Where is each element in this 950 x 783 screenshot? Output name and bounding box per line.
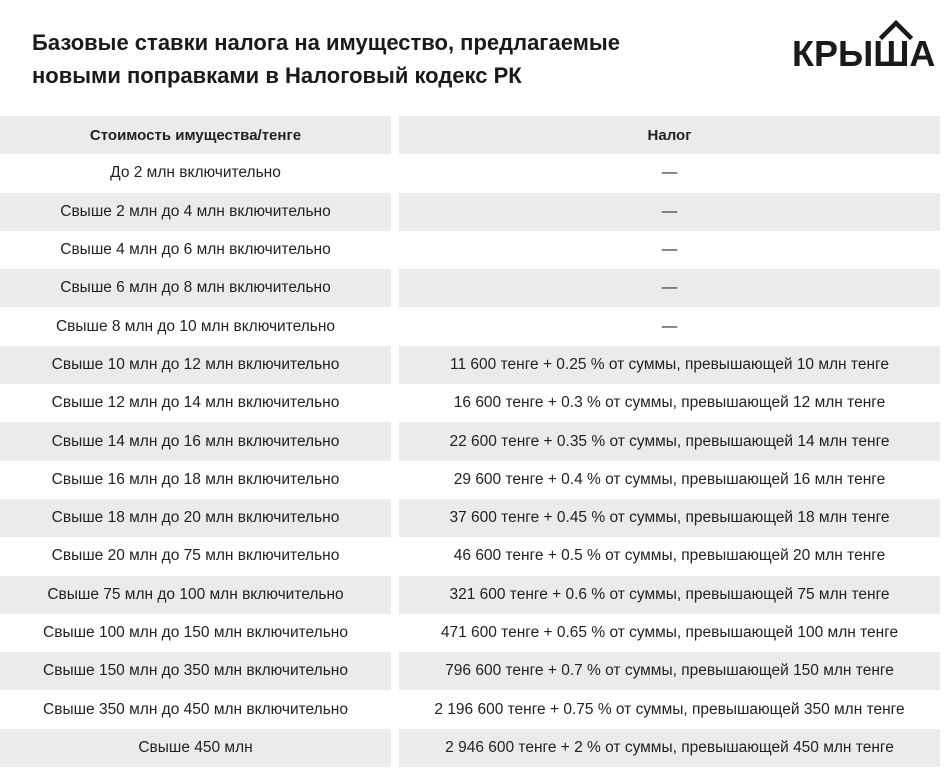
property-value-cell: Свыше 4 млн до 6 млн включительно (60, 241, 331, 259)
table-row (0, 307, 950, 345)
table-row (0, 269, 950, 307)
krysha-logo (792, 14, 942, 74)
column-header-property-value: Стоимость имущества/тенге (0, 116, 391, 154)
tax-cell: 37 600 тенге + 0.45 % от суммы, превышающей 18 млн тенге (399, 499, 940, 537)
logo-text: КРЫША (792, 33, 936, 74)
property-value-cell: Свыше 14 млн до 16 млн включительно (0, 422, 391, 460)
property-value-cell: Свыше 100 млн до 150 млн включительно (43, 624, 348, 641)
tax-cell: — (661, 241, 678, 259)
property-value-cell: Свыше 16 млн до 18 млн включительно (51, 470, 340, 488)
table-row (0, 576, 950, 614)
tax-cell: 321 600 тенге + 0.6 % от суммы, превышающей 75 млн тенге (399, 576, 940, 614)
page-header (0, 0, 950, 116)
property-value-cell: Свыше 12 млн до 14 млн включительно (51, 394, 340, 412)
table-row (0, 729, 950, 767)
tax-cell: 471 600 тенге + 0.65 % от суммы, превышающей 100 млн тенге (440, 624, 899, 641)
property-value-cell: Свыше 6 млн до 8 млн включительно (0, 269, 391, 307)
property-value-cell: Свыше 150 млн до 350 млн включительно (0, 652, 391, 690)
property-value-cell: Свыше 10 млн до 12 млн включительно (0, 346, 391, 384)
page-title-line-2: новыми поправками в Налоговый кодекс РК (32, 63, 522, 88)
tax-cell: — (399, 193, 940, 231)
property-value-cell: Свыше 350 млн до 450 млн включительно (43, 700, 348, 718)
table-row (0, 537, 950, 575)
property-value-cell: Свыше 75 млн до 100 млн включительно (0, 576, 391, 614)
tax-cell: 46 600 тенге + 0.5 % от суммы, превышающей 20 млн тенге (453, 547, 886, 565)
table-row (0, 193, 950, 231)
table-row (0, 499, 950, 537)
tax-cell: — (399, 269, 940, 307)
table-row (0, 154, 950, 192)
table-row (0, 384, 950, 422)
tax-cell: 2 946 600 тенге + 2 % от суммы, превышающей 450 млн тенге (399, 729, 940, 767)
page-title-line-1: Базовые ставки налога на имущество, предлагаемые (32, 30, 620, 55)
tax-cell: — (661, 317, 678, 335)
property-value-cell: Свыше 20 млн до 75 млн включительно (51, 547, 340, 565)
table-header-row (0, 116, 950, 154)
tax-rates-table (0, 116, 950, 767)
property-value-cell: Свыше 18 млн до 20 млн включительно (0, 499, 391, 537)
tax-cell: 796 600 тенге + 0.7 % от суммы, превышающей 150 млн тенге (399, 652, 940, 690)
tax-cell: 11 600 тенге + 0.25 % от суммы, превышающей 10 млн тенге (399, 346, 940, 384)
tax-cell: 22 600 тенге + 0.35 % от суммы, превышающей 14 млн тенге (399, 422, 940, 460)
table-row (0, 346, 950, 384)
tax-cell: 16 600 тенге + 0.3 % от суммы, превышающей 12 млн тенге (453, 394, 886, 412)
column-header-tax: Налог (399, 116, 940, 154)
table-row (0, 231, 950, 269)
table-row (0, 690, 950, 728)
property-value-cell: До 2 млн включительно (110, 164, 281, 182)
table-row (0, 461, 950, 499)
tax-cell: — (661, 164, 678, 182)
property-value-cell: Свыше 2 млн до 4 млн включительно (0, 193, 391, 231)
table-row (0, 614, 950, 652)
property-value-cell: Свыше 450 млн (0, 729, 391, 767)
table-row (0, 422, 950, 460)
tax-cell: 2 196 600 тенге + 0.75 % от суммы, превышающей 350 млн тенге (434, 700, 905, 718)
page-title (32, 26, 752, 92)
tax-cell: 29 600 тенге + 0.4 % от суммы, превышающей 16 млн тенге (453, 470, 886, 488)
table-row (0, 652, 950, 690)
property-value-cell: Свыше 8 млн до 10 млн включительно (55, 317, 336, 335)
